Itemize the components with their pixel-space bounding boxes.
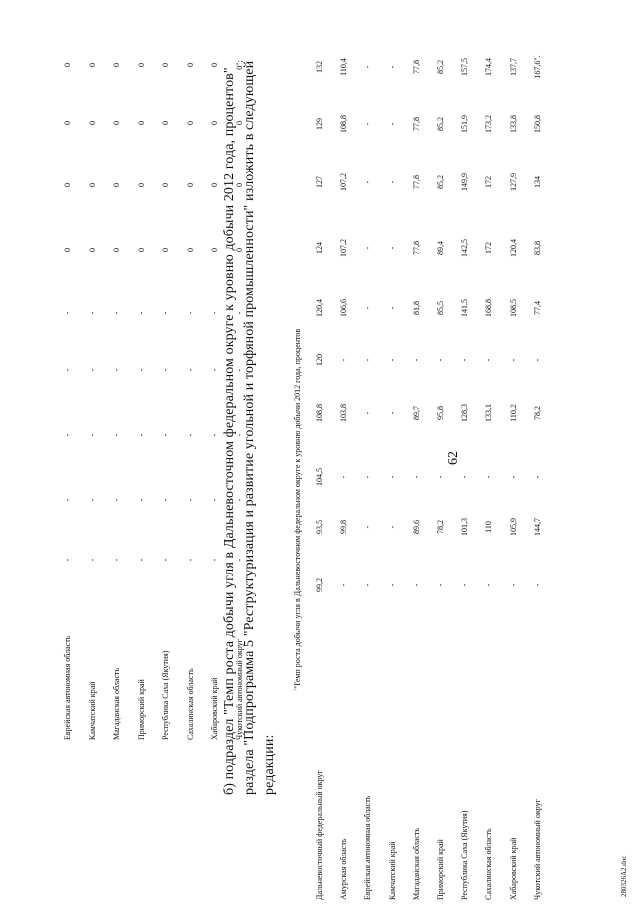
main-table-cell: -: [508, 583, 518, 587]
main-table-cell: 108,8: [339, 115, 349, 133]
main-table-cell: 133,1: [484, 404, 494, 422]
main-table-cell: 101,3: [460, 518, 470, 536]
main-table-cell: -: [387, 411, 397, 415]
main-table-cell: -: [532, 475, 542, 479]
main-table-cell: -: [387, 583, 397, 587]
top-table-cell: 0: [136, 248, 146, 252]
top-table-row-label: Республика Саха (Якутия): [161, 650, 170, 740]
top-table-row-label: Еврейская автономная область: [63, 635, 72, 740]
page-number: 62: [446, 451, 461, 465]
main-table-cell: 77,8: [411, 60, 421, 74]
main-table-cell: 172: [484, 242, 494, 254]
main-table-cell: 157,5: [460, 58, 470, 76]
top-table-row-label: Магаданская область: [112, 667, 121, 740]
top-table-cell: -: [87, 433, 97, 437]
main-table-cell: 77,8: [411, 117, 421, 131]
top-table-cell: -: [136, 368, 146, 372]
main-table-cell: 124: [315, 242, 324, 254]
paragraph-line-3: редакции:: [262, 734, 277, 795]
top-table-cell: -: [87, 311, 97, 315]
top-table-cell: -: [112, 368, 121, 372]
top-table-cell: -: [161, 368, 170, 372]
top-table-cell: 0";: [234, 60, 244, 70]
main-table-row-label: Приморский край: [436, 839, 445, 900]
main-table-cell: 99,8: [339, 520, 349, 534]
top-table-cell: -: [112, 498, 121, 502]
top-table-cell: 0: [234, 183, 244, 187]
top-table-cell: 0: [161, 248, 170, 252]
main-table-cell: 120,4: [315, 299, 324, 317]
main-table-cell: -: [508, 475, 518, 479]
main-table-cell: -: [460, 475, 470, 479]
top-table-cell: 0: [63, 183, 72, 187]
main-table-cell: 174,4: [484, 58, 494, 76]
main-table-row-label: Сахалинская область: [484, 828, 494, 900]
main-table-cell: -: [387, 306, 397, 310]
main-table-cell: -: [363, 583, 373, 587]
main-table-cell: -: [363, 65, 373, 69]
main-table-cell: 107,2: [339, 239, 349, 257]
main-table-cell: 141,5: [460, 299, 470, 317]
top-table-cell: 0: [185, 183, 195, 187]
paragraph-line-1: б) подраздел "Темп роста добычи угля в Дальневосточном федеральном округе к уровню добычи 2012 года, процентов": [222, 67, 237, 795]
main-table-cell: 89,7: [411, 406, 421, 420]
main-table-cell: -: [484, 583, 494, 587]
main-table-cell: 81,8: [411, 301, 421, 315]
main-table-cell: -: [387, 122, 397, 126]
top-table-cell: -: [161, 558, 170, 562]
main-table-cell: -: [508, 358, 518, 362]
main-table-cell: 150,8: [532, 115, 542, 133]
main-table-cell: -: [363, 475, 373, 479]
top-table-cell: 0: [112, 183, 121, 187]
top-table-cell: -: [63, 368, 72, 372]
main-table-cell: 133,8: [508, 115, 518, 133]
main-table-cell: -: [436, 358, 445, 362]
main-table-cell: 77,8: [411, 241, 421, 255]
top-table-cell: -: [210, 311, 219, 315]
main-table-cell: 167,6".: [532, 55, 542, 79]
top-table-cell: -: [136, 558, 146, 562]
top-table-cell: -: [210, 498, 219, 502]
top-table-cell: 0: [63, 63, 72, 67]
main-table-cell: 120: [315, 354, 324, 366]
main-table-cell: 127: [315, 176, 324, 188]
table-caption: "Темп роста добычи угля в Дальневосточном федеральном округе к уровню добычи 2012 года, процентов: [293, 328, 302, 690]
main-table-row-label: Еврейская автономная область: [363, 795, 373, 900]
main-table-cell: -: [363, 358, 373, 362]
main-table-cell: -: [387, 358, 397, 362]
main-table-cell: 127,9: [508, 173, 518, 191]
top-table-cell: -: [210, 433, 219, 437]
main-table-cell: 78,2: [436, 520, 445, 534]
main-table-cell: 95,8: [436, 406, 445, 420]
top-table-cell: 0: [136, 183, 146, 187]
main-table-cell: 168,8: [484, 299, 494, 317]
main-table-cell: 89,6: [411, 520, 421, 534]
top-table-row-label: Приморский край: [136, 679, 146, 740]
top-table-cell: 0: [161, 121, 170, 125]
top-table-cell: 0: [136, 63, 146, 67]
main-table-cell: 104,5: [315, 468, 324, 486]
main-table-cell: 93,5: [315, 520, 324, 534]
top-table-cell: 0: [87, 248, 97, 252]
top-table-cell: -: [87, 368, 97, 372]
top-table-cell: 0: [161, 183, 170, 187]
main-table-row-label: Чукотский автономный округ: [532, 799, 542, 900]
main-table-cell: 99,2: [315, 578, 324, 592]
top-table-cell: 0: [185, 63, 195, 67]
top-table-cell: -: [112, 433, 121, 437]
main-table-cell: 110,4: [339, 58, 349, 76]
top-table-cell: 0: [210, 248, 219, 252]
top-table-cell: -: [161, 498, 170, 502]
top-table-cell: -: [136, 498, 146, 502]
main-table-cell: -: [363, 122, 373, 126]
top-table-cell: -: [185, 311, 195, 315]
main-table-cell: -: [363, 306, 373, 310]
top-table-cell: 0: [210, 121, 219, 125]
main-table-cell: -: [532, 583, 542, 587]
top-table-cell: 0: [234, 121, 244, 125]
main-table-cell: 142,5: [460, 239, 470, 257]
main-table-cell: 85,2: [436, 175, 445, 189]
main-table-cell: 89,4: [436, 241, 445, 255]
top-table-row-label: Камчатский край: [87, 681, 97, 740]
main-table-cell: 83,8: [532, 241, 542, 255]
top-table-cell: 0: [87, 183, 97, 187]
main-table-cell: 110,2: [508, 404, 518, 422]
main-table-cell: 107,2: [339, 173, 349, 191]
top-table-cell: -: [210, 368, 219, 372]
top-table-row-label: Чукотский автономный округ: [234, 639, 244, 740]
main-table-cell: -: [436, 475, 445, 479]
top-table-cell: -: [112, 311, 121, 315]
main-table-cell: -: [387, 475, 397, 479]
top-table-cell: 0: [210, 63, 219, 67]
main-table-cell: 108,8: [315, 404, 324, 422]
main-table-row-label: Хабаровский край: [508, 837, 518, 900]
top-table-cell: -: [161, 311, 170, 315]
top-table-cell: -: [63, 558, 72, 562]
main-table-cell: -: [436, 583, 445, 587]
top-table-cell: 0: [112, 121, 121, 125]
main-table-cell: 78,2: [532, 406, 542, 420]
main-table-cell: 144,7: [532, 518, 542, 536]
top-table-cell: 0: [87, 63, 97, 67]
main-table-cell: 108,5: [508, 299, 518, 317]
top-table-cell: 0: [87, 121, 97, 125]
main-table-cell: -: [460, 358, 470, 362]
top-table-cell: -: [136, 433, 146, 437]
main-table-row-label: Республика Саха (Якутия): [460, 810, 470, 900]
top-table-cell: -: [63, 311, 72, 315]
main-table-row-label: Амурская область: [339, 838, 349, 900]
top-table-cell: -: [210, 558, 219, 562]
main-table-cell: -: [363, 525, 373, 529]
top-table-cell: -: [87, 498, 97, 502]
main-table-cell: 85,2: [436, 117, 445, 131]
top-table-row-label: Сахалинская область: [185, 668, 195, 740]
main-table-cell: 128,3: [460, 404, 470, 422]
top-table-cell: 0: [185, 248, 195, 252]
top-table-cell: 0: [63, 121, 72, 125]
main-table-cell: 137,7: [508, 58, 518, 76]
top-table-cell: -: [185, 368, 195, 372]
main-table-cell: -: [387, 180, 397, 184]
top-table-cell: 0: [185, 121, 195, 125]
top-table-cell: 0: [112, 63, 121, 67]
main-table-cell: 106,6: [339, 299, 349, 317]
main-table-row-label: Камчатский край: [387, 841, 397, 900]
top-table-cell: -: [185, 433, 195, 437]
top-table-row-label: Хабаровский край: [210, 677, 219, 740]
top-table-cell: -: [234, 558, 244, 562]
top-table-cell: -: [87, 558, 97, 562]
main-table-row-label: Дальневосточный федеральный округ: [315, 770, 324, 900]
top-table-cell: -: [63, 498, 72, 502]
main-table-cell: 110: [484, 521, 494, 533]
main-table-cell: -: [484, 358, 494, 362]
main-table-cell: 103,8: [339, 404, 349, 422]
main-table-cell: 120,4: [508, 239, 518, 257]
top-table-cell: -: [234, 433, 244, 437]
main-table-cell: -: [460, 583, 470, 587]
main-table-cell: 105,9: [508, 518, 518, 536]
top-table-cell: 0: [136, 121, 146, 125]
top-table-cell: -: [161, 433, 170, 437]
top-table-cell: -: [185, 558, 195, 562]
main-table-cell: -: [387, 525, 397, 529]
main-table-cell: -: [484, 475, 494, 479]
top-table-cell: 0: [63, 248, 72, 252]
main-table-cell: -: [411, 475, 421, 479]
main-table-cell: -: [363, 180, 373, 184]
main-table-cell: 149,9: [460, 173, 470, 191]
main-table-cell: -: [411, 583, 421, 587]
top-table-cell: -: [185, 498, 195, 502]
main-table-cell: 77,4: [532, 301, 542, 315]
main-table-cell: 129: [315, 118, 324, 130]
document-code: 280326A2.doc: [620, 855, 628, 897]
top-table-cell: 0: [112, 248, 121, 252]
top-table-cell: 0: [161, 63, 170, 67]
main-table-cell: 134: [532, 176, 542, 188]
paragraph-line-2: раздела "Подпрограмма 5 "Реструктуризация и развитие угольной и торфяной промышленности" изложить в следующей: [242, 60, 257, 795]
main-table-cell: -: [387, 246, 397, 250]
main-table-cell: 77,8: [411, 175, 421, 189]
main-table-row-label: Магаданская область: [411, 827, 421, 900]
main-table-cell: 173,2: [484, 115, 494, 133]
main-table-cell: 132: [315, 61, 324, 73]
main-table-cell: -: [339, 358, 349, 362]
main-table-cell: -: [387, 65, 397, 69]
top-table-cell: 0: [210, 183, 219, 187]
main-table-cell: -: [411, 358, 421, 362]
top-table-cell: -: [112, 558, 121, 562]
main-table-cell: -: [339, 475, 349, 479]
main-table-cell: 151,9: [460, 115, 470, 133]
top-table-cell: -: [136, 311, 146, 315]
top-table-cell: -: [234, 498, 244, 502]
main-table-cell: 85,2: [436, 60, 445, 74]
top-table-cell: -: [234, 368, 244, 372]
top-table-cell: -: [63, 433, 72, 437]
top-table-cell: 0: [234, 248, 244, 252]
top-table-cell: -: [234, 311, 244, 315]
main-table-cell: -: [363, 411, 373, 415]
main-table-cell: -: [363, 246, 373, 250]
main-table-cell: 85,5: [436, 301, 445, 315]
main-table-cell: 172: [484, 176, 494, 188]
main-table-cell: -: [339, 583, 349, 587]
main-table-cell: -: [532, 358, 542, 362]
